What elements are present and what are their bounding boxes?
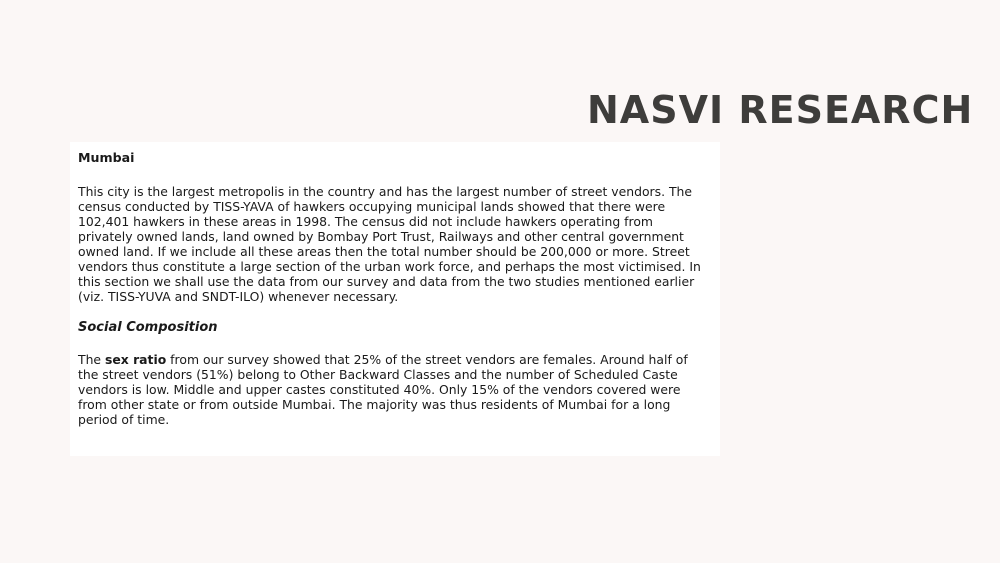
paragraph-text-rest: from our survey showed that 25% of the street vendors are females. Around half of the street vendors (51%) belong to Other Backward Classes and the number of Scheduled Caste vendors is low. Middle and upper castes constituted 40%. Only 15% of the vendors covered were from other state or from outside Mumbai. The majority was thus residents of Mumbai for a long period of time. [78,352,688,427]
paragraph-social-composition [78,352,702,427]
document-excerpt [70,142,720,456]
section-heading: Mumbai [78,150,135,165]
paragraph-text-start: The [78,352,105,367]
paragraph-intro: This city is the largest metropolis in the country and has the largest number of street vendors. The census conducted by TISS-YAVA of hawkers occupying municipal lands showed that there were 102,401 hawkers in these areas in 1998. The census did not include hawkers operating from privately owned lands, land owned by Bombay Port Trust, Railways and other central government owned land. If we include all these areas then the total number should be 200,000 or more. Street vendors thus constitute a large section of the urban work force, and perhaps the most victimised. In this section we shall use the data from our survey and data from the two studies mentioned earlier (viz. TISS-YUVA and SNDT-ILO) whenever necessary. [78,184,701,304]
slide-title: NASVI RESEARCH [587,88,974,132]
subsection-heading: Social Composition [78,320,218,335]
sex-ratio-term: sex ratio [104,352,167,367]
